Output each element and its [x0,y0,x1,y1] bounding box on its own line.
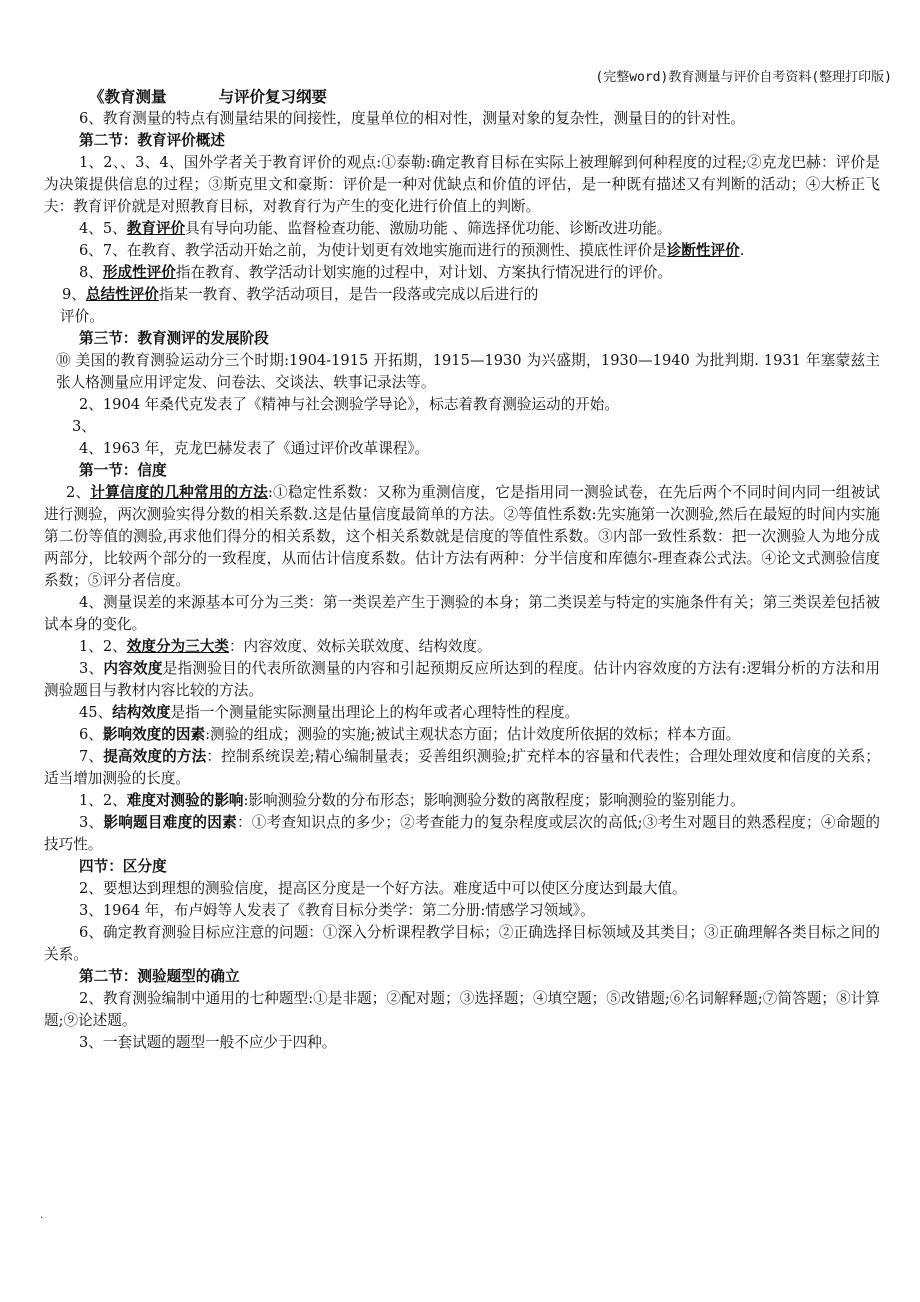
key-term: 提高效度的方法 [103,748,207,765]
key-term: 教育评价 [126,220,186,237]
paragraph: 9、总结性评价指某一教育、教学活动项目，是告一段落或完成以后进行的 [62,286,539,303]
section-heading: 四节：区分度 [79,858,167,875]
key-term: 诊断性评价 [666,242,740,259]
document-body [44,86,880,1054]
page-footer-mark: . [40,1210,44,1221]
paragraph: 6、教育测量的特点有测量结果的间接性，度量单位的相对性，测量对象的复杂性，测量目的的针对性。 [79,110,746,127]
paragraph: ⑩ 美国的教育测验运动分三个时期:1904-1915 开拓期，1915—1930 为兴盛期，1930—1940 为批判期. 1931 年塞蒙兹主张人格测量应用评定发、问卷法、交谈法、轶事记录法等。 [56,352,880,391]
paragraph: 4、5、教育评价具有导向功能、监督检查功能、激励功能 、筛选择优功能、诊断改进功能。 [79,220,672,237]
paragraph: 3、影响题目难度的因素：①考查知识点的多少；②考查能力的复杂程度或层次的高低;③考生对题目的熟悉程度；④命题的技巧性。 [44,814,880,853]
key-term: 计算信度的几种常用的方法 [90,484,268,501]
paragraph: 45、结构效度是指一个测量能实际测量出理论上的构年或者心理特性的程度。 [79,704,580,721]
paragraph: 1、2、、3、4、国外学者关于教育评价的观点:①泰勒:确定教育目标在实际上被理解到何种程度的过程;②克龙巴赫：评价是为决策提供信息的过程；③斯克里文和豪斯：评价是一种对优缺点和价值的评估，是一种既有描述又有判断的活动；④大桥正飞夫：教育评价就是对照教育目标，对教育行为产生的变化进行价值上的判断。 [44,154,880,215]
paragraph: 2、1904 年桑代克发表了《精神与社会测验学导论》，标志着教育测验运动的开始。 [79,396,619,413]
key-term: 形成性评价 [102,264,176,281]
paragraph: 8、形成性评价指在教育、教学活动计划实施的过程中，对计划、方案执行情况进行的评价。 [79,264,673,281]
paragraph: 3、 [72,418,96,435]
paragraph: 3、1964 年，布卢姆等人发表了《教育目标分类学：第二分册:情感学习领域》。 [79,902,595,919]
paragraph: 2、教育测验编制中通用的七种题型:①是非题；②配对题；③选择题；④填空题；⑤改错题;⑥名词解释题;⑦简答题；⑧计算题;⑨论述题。 [44,990,880,1029]
key-term: 影响题目难度的因素 [103,814,237,831]
paragraph: 2、计算信度的几种常用的方法:①稳定性系数：又称为重测信度，它是指用同一测验试卷，在先后两个不同时间内同一组被试进行测验，两次测验实得分数的相关系数.这是估量信度最简单的方法。②等值性系数:先实施第一次测验,然后在最短的时间内实施第二份等值的测验,再求他们得分的相关系数，这个相关系数就是信度的等值性系数。③内部一致性系数：把一次测验人为地分成两部分，比较两个部分的一致程度，从而估计信度系数。估计方法有两种：分半信度和库德尔-理查森公式法。④论文式测验信度系数；⑤评分者信度。 [44,484,880,589]
paragraph: 3、内容效度是指测验目的代表所欲测量的内容和引起预期反应所达到的程度。估计内容效度的方法有:逻辑分析的方法和用测验题目与教材内容比较的方法。 [44,660,880,699]
section-heading: 第一节：信度 [79,462,167,479]
key-term: 影响效度的因素 [102,726,206,743]
key-term: 内容效度 [103,660,163,677]
paragraph: 2、要想达到理想的测验信度，提高区分度是一个好方法。难度适中可以使区分度达到最大值。 [79,880,687,897]
section-heading: 第二节：测验题型的确立 [79,968,240,985]
paragraph: 1、2、难度对测验的影响:影响测验分数的分布形态；影响测验分数的离散程度；影响测验的鉴别能力。 [79,792,745,809]
paragraph: 1、2、效度分为三大类：内容效度、效标关联效度、结构效度。 [79,638,492,655]
paragraph: 6、7、在教育、教学活动开始之前，为使计划更有效地实施而进行的预测性、摸底性评价是诊断性评价. [79,242,745,259]
paragraph: 4、1963 年，克龙巴赫发表了《通过评价改革课程》。 [79,440,430,457]
paragraph: 3、一套试题的题型一般不应少于四种。 [79,1034,337,1051]
paragraph: 6、确定教育测验目标应注意的问题：①深入分析课程教学目标；②正确选择目标领域及其类目；③正确理解各类目标之间的关系。 [44,924,880,963]
document-title: 《教育测量 与评价复习纲要 [89,87,328,106]
paragraph: 6、影响效度的因素:测验的组成；测验的实施;被试主观状态方面；估计效度所依据的效标；样本方面。 [79,726,741,743]
paragraph: 4、测量误差的来源基本可分为三类：第一类误差产生于测验的本身；第二类误差与特定的实施条件有关；第三类误差包括被试本身的变化。 [44,594,880,633]
paragraph-continuation: 评价。 [60,308,104,325]
key-term: 结构效度 [112,704,171,721]
key-term: 效度分为三大类 [126,638,229,655]
paragraph: 7、提高效度的方法：控制系统误差;精心编制量表；妥善组织测验;扩充样本的容量和代表性；合理处理效度和信度的关系；适当增加测验的长度。 [44,748,880,787]
section-heading: 第二节：教育评价概述 [79,132,225,149]
key-term: 难度对测验的影响 [126,792,244,809]
document-header: (完整word)教育测量与评价自考资料(整理打印版) [595,70,892,85]
key-term: 总结性评价 [85,286,159,303]
section-heading: 第三节：教育测评的发展阶段 [79,330,269,347]
